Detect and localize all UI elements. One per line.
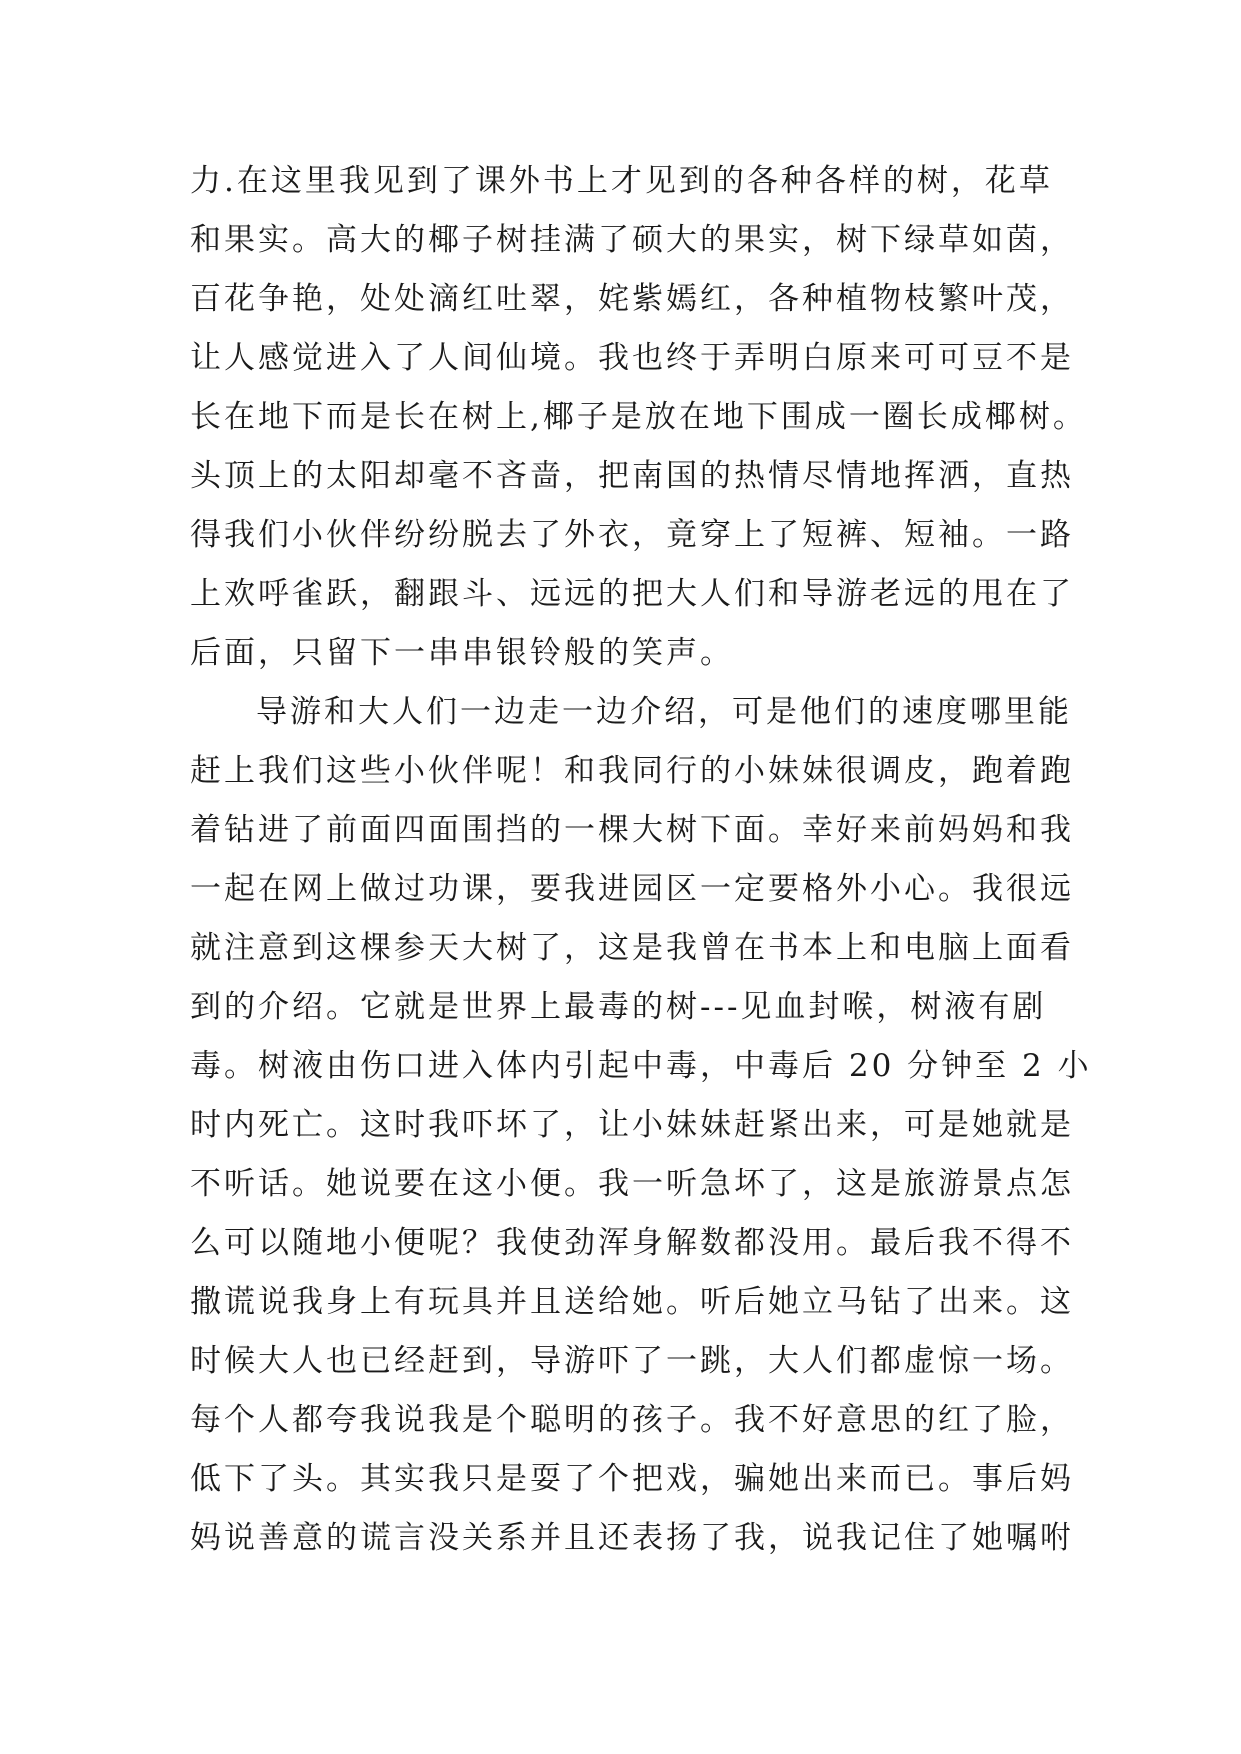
text-line: 就注意到这棵参天大树了，这是我曾在书本上和电脑上面看 [190,930,1074,966]
text-line: 导游和大人们一边走一边介绍，可是他们的速度哪里能 [256,694,1072,730]
paragraph-1 [190,152,1087,683]
text-line: 和果实。高大的椰子树挂满了硕大的果实，树下绿草如茵， [190,222,1074,258]
text-line: 着钻进了前面四面围挡的一棵大树下面。幸好来前妈妈和我 [190,812,1074,848]
text-line: 赶上我们这些小伙伴呢！和我同行的小妹妹很调皮，跑着跑 [190,753,1074,789]
text-line: 后面，只留下一串串银铃般的笑声。 [190,635,734,671]
text-line: 每个人都夸我说我是个聪明的孩子。我不好意思的红了脸， [190,1402,1074,1438]
text-line: 百花争艳，处处滴红吐翠，姹紫嫣红，各种植物枝繁叶茂， [190,281,1074,317]
body-text [190,152,1092,1568]
paragraph-2 [190,683,1092,1568]
text-line: 到的介绍。它就是世界上最毒的树---见血封喉，树液有剧 [190,989,1047,1025]
text-line: 撒谎说我身上有玩具并且送给她。听后她立马钻了出来。这 [190,1284,1074,1320]
text-line: 低下了头。其实我只是耍了个把戏，骗她出来而已。事后妈 [190,1461,1074,1497]
text-line: 毒。树液由伤口进入体内引起中毒，中毒后 20 分钟至 2 小 [190,1048,1092,1084]
text-line: 妈说善意的谎言没关系并且还表扬了我，说我记住了她嘱咐 [190,1520,1074,1556]
text-line: 头顶上的太阳却毫不吝啬，把南国的热情尽情地挥洒，直热 [190,458,1074,494]
text-line: 长在地下而是长在树上,椰子是放在地下围成一圈长成椰树。 [190,399,1087,435]
text-line: 力.在这里我见到了课外书上才见到的各种各样的树，花草 [190,163,1053,199]
text-line: 让人感觉进入了人间仙境。我也终于弄明白原来可可豆不是 [190,340,1074,376]
text-line: 时候大人也已经赶到，导游吓了一跳，大人们都虚惊一场。 [190,1343,1074,1379]
text-line: 得我们小伙伴纷纷脱去了外衣，竟穿上了短裤、短袖。一路 [190,517,1074,553]
text-line: 时内死亡。这时我吓坏了，让小妹妹赶紧出来，可是她就是 [190,1107,1074,1143]
text-line: 一起在网上做过功课，要我进园区一定要格外小心。我很远 [190,871,1074,907]
text-line: 不听话。她说要在这小便。我一听急坏了，这是旅游景点怎 [190,1166,1074,1202]
text-line: 么可以随地小便呢？我使劲浑身解数都没用。最后我不得不 [190,1225,1074,1261]
text-line: 上欢呼雀跃，翻跟斗、远远的把大人们和导游老远的甩在了 [190,576,1074,612]
